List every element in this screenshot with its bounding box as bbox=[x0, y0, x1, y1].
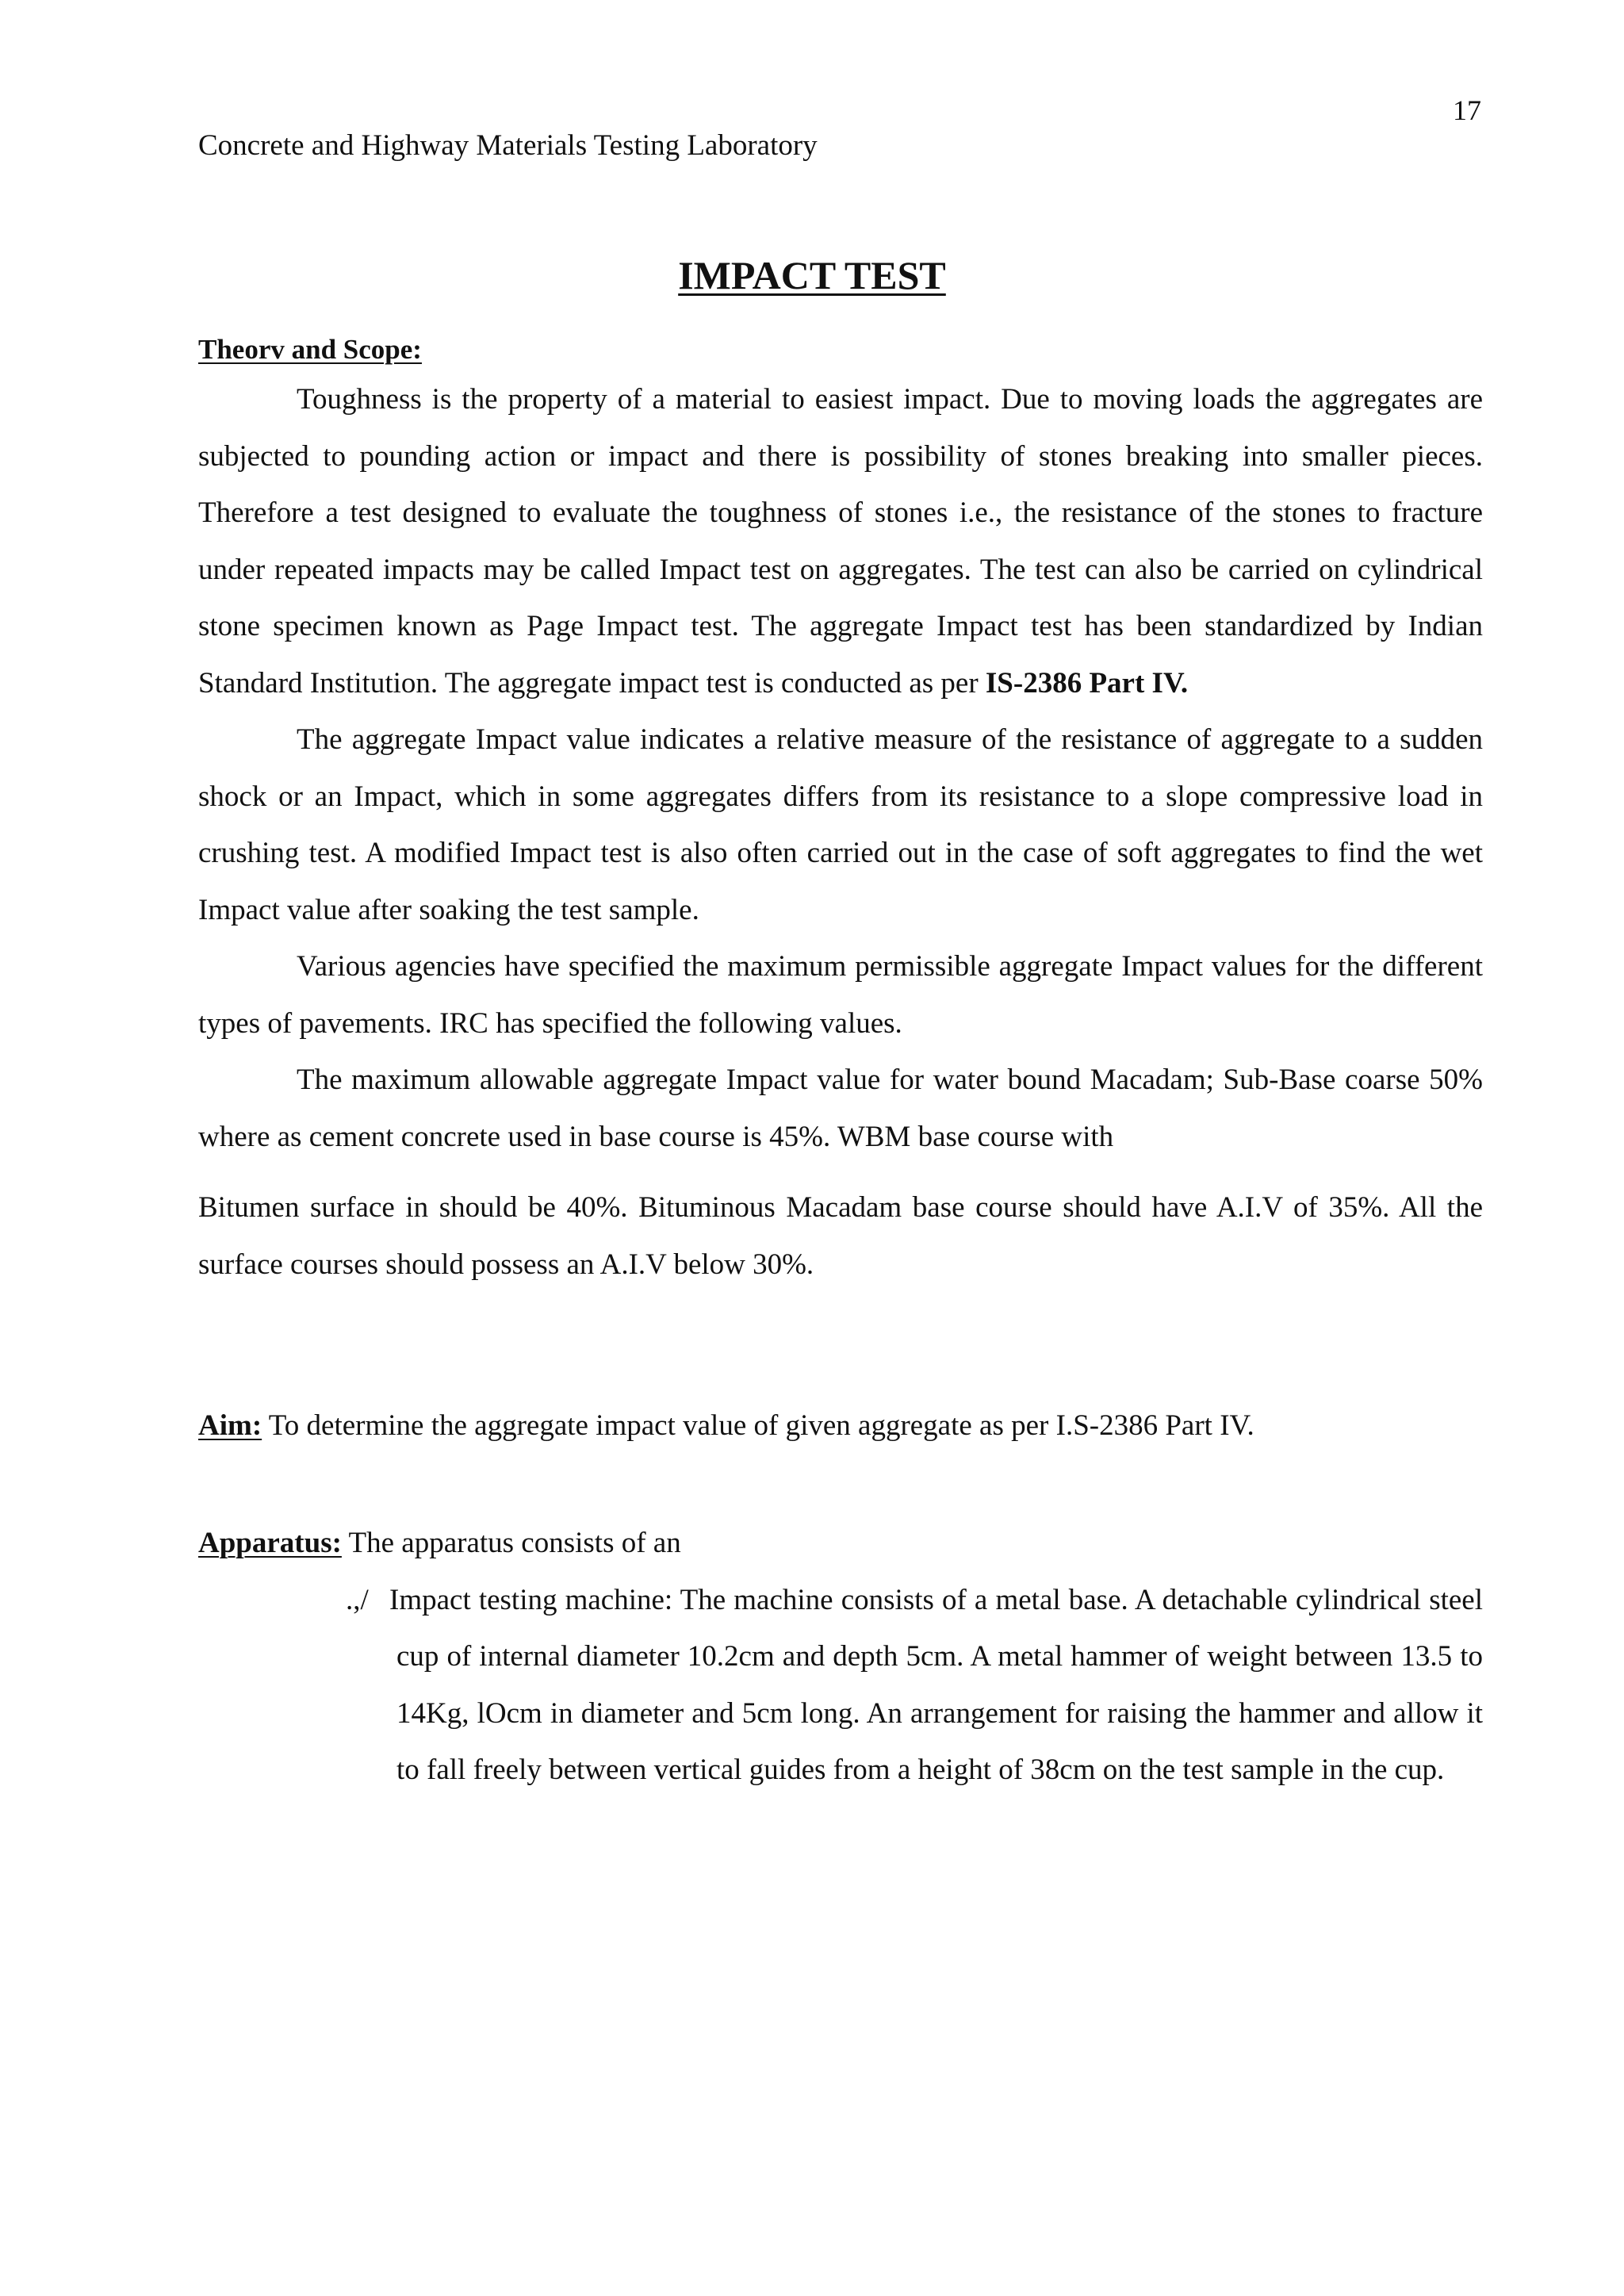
apparatus-heading: Apparatus: bbox=[198, 1527, 342, 1559]
theory-paragraph-5: Bitumen surface in should be 40%. Bituminous Macadam base course should have A.I.V of 35%. All the surface courses should possess an A.I.V below 30%. bbox=[198, 1191, 1483, 1281]
item-marker: .,/ bbox=[346, 1583, 369, 1616]
apparatus-item bbox=[198, 1572, 1483, 1799]
theory-heading: Theorv and Scope: bbox=[198, 334, 422, 365]
theory-paragraph-2: The aggregate Impact value indicates a relative measure of the resistance of aggregate to a sudden shock or an Impact, which in some aggregates differs from its resistance to a slope compressive load in crushing test. A modified Impact test is also often carried out in the case of soft aggregates to find the wet Impact value after soaking the test sample. bbox=[198, 723, 1483, 926]
theory-section bbox=[198, 332, 1483, 1293]
apparatus-section bbox=[198, 1515, 1483, 1799]
theory-paragraph-4: The maximum allowable aggregate Impact value for water bound Macadam; Sub-Base coarse 50% where as cement concrete used in base course is 45%. WBM base course with bbox=[198, 1064, 1483, 1153]
apparatus-intro: The apparatus consists of an bbox=[348, 1527, 681, 1559]
apparatus-item-text: Impact testing machine: The machine consists of a metal base. A detachable cylindrical steel cup of internal diameter 10.2cm and depth 5cm. A metal hammer of weight between 13.5 to 14Kg, lOcm in diameter and 5cm long. An arrangement for raising the hammer and allow it to fall freely between vertical guides from a height of 38cm on the test sample in the cup. bbox=[389, 1583, 1483, 1786]
aim-heading: Aim: bbox=[198, 1409, 262, 1442]
standard-reference: IS-2386 Part IV. bbox=[985, 666, 1189, 700]
apparatus-intro-line bbox=[198, 1515, 1483, 1572]
aim-text: To determine the aggregate impact value of given aggregate as per I.S-2386 Part IV. bbox=[268, 1409, 1254, 1442]
theory-paragraph-1 bbox=[198, 371, 1483, 711]
theory-paragraph-1-text: Toughness is the property of a material to easiest impact. Due to moving loads the aggregates are subjected to pounding action or impact and there is possibility of stones breaking into smaller pieces. Therefore a test designed to evaluate the toughness of stones i.e., the resistance of the stones to fracture under repeated impacts may be called Impact test on aggregates. The test can also be carried on cylindrical stone specimen known as Page Impact test. The aggregate Impact test has been standardized by Indian Standard Institution. The aggregate impact test is conducted as per bbox=[198, 383, 1483, 700]
running-header: Concrete and Highway Materials Testing Laboratory bbox=[198, 129, 818, 162]
page-number: 17 bbox=[1453, 94, 1481, 126]
aim-section bbox=[198, 1397, 1483, 1455]
theory-paragraph-3: Various agencies have specified the maximum permissible aggregate Impact values for the different types of pavements. IRC has specified the following values. bbox=[198, 950, 1483, 1040]
page-title: IMPACT TEST bbox=[678, 253, 946, 297]
